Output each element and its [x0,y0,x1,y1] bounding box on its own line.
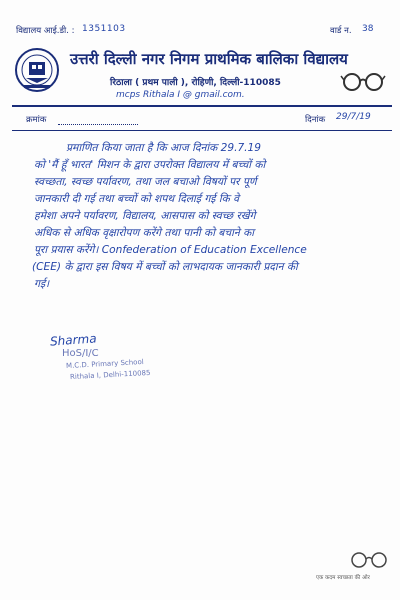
body-line: स्वच्छता, स्वच्छ पर्यावरण, तथा जल बचाओ विषयों पर पूर्ण [34,176,257,188]
header-rule [12,105,392,107]
kramank-label: क्रमांक [26,115,47,125]
footer-slogan: एक कदम स्वच्छता की ओर [316,575,370,581]
ward-value: 38 [362,24,374,34]
school-emblem-logo [14,47,60,93]
date-value: 29/7/19 [336,112,371,122]
footer-glasses-icon [348,550,390,570]
handwritten-email: mcps Rithala I @ gmail.com. [116,90,245,100]
body-line: (CEE) के द्वारा इस विषय में बच्चों को लाभदायक जानकारी प्रदान की [32,261,298,273]
stamp-designation: HoS/I/C [62,348,99,359]
body-line: अधिक से अधिक वृक्षारोपण करेंगे तथा पानी को बचाने का [34,227,254,239]
body-line: जानकारी दी गई तथा बच्चों को शपथ दिलाई गई कि वे [34,193,240,205]
school-title: उत्तरी दिल्ली नगर निगम प्राथमिक बालिका विद्यालय [70,50,348,68]
stamp-school-name: M.C.D. Primary School [65,357,144,371]
date-label: दिनांक [305,115,326,125]
school-id-label: विद्यालय आई.डी. : [16,26,75,36]
school-address: रिठाला ( प्रथम पाली ), रोहिणी, दिल्ली-110085 [110,78,281,88]
signature: Sharma [49,331,97,349]
body-line: हमेशा अपने पर्यावरण, विद्यालय, आसपास को स्वच्छ रखेंगे [34,210,256,222]
body-line: प्रमाणित किया जाता है कि आज दिनांक 29.7.19 [66,142,262,154]
school-id-value: 1351103 [82,24,126,34]
body-line: को 'मैं हूँ भारत' मिशन के द्वारा उपरोक्त विद्यालय में बच्चों को [34,159,266,171]
stamp-school-address: Rithala I, Delhi-110085 [69,368,151,382]
swachh-bharat-glasses-icon [340,70,386,94]
body-line: गई। [34,278,50,290]
certificate-body [34,140,384,293]
body-line: पूरा प्रयास करेंगे। Confederation of Education Excellence [34,244,307,256]
ward-label: वार्ड न. [330,26,352,36]
kramank-blank-line [58,124,138,125]
subheader-rule [12,130,392,131]
